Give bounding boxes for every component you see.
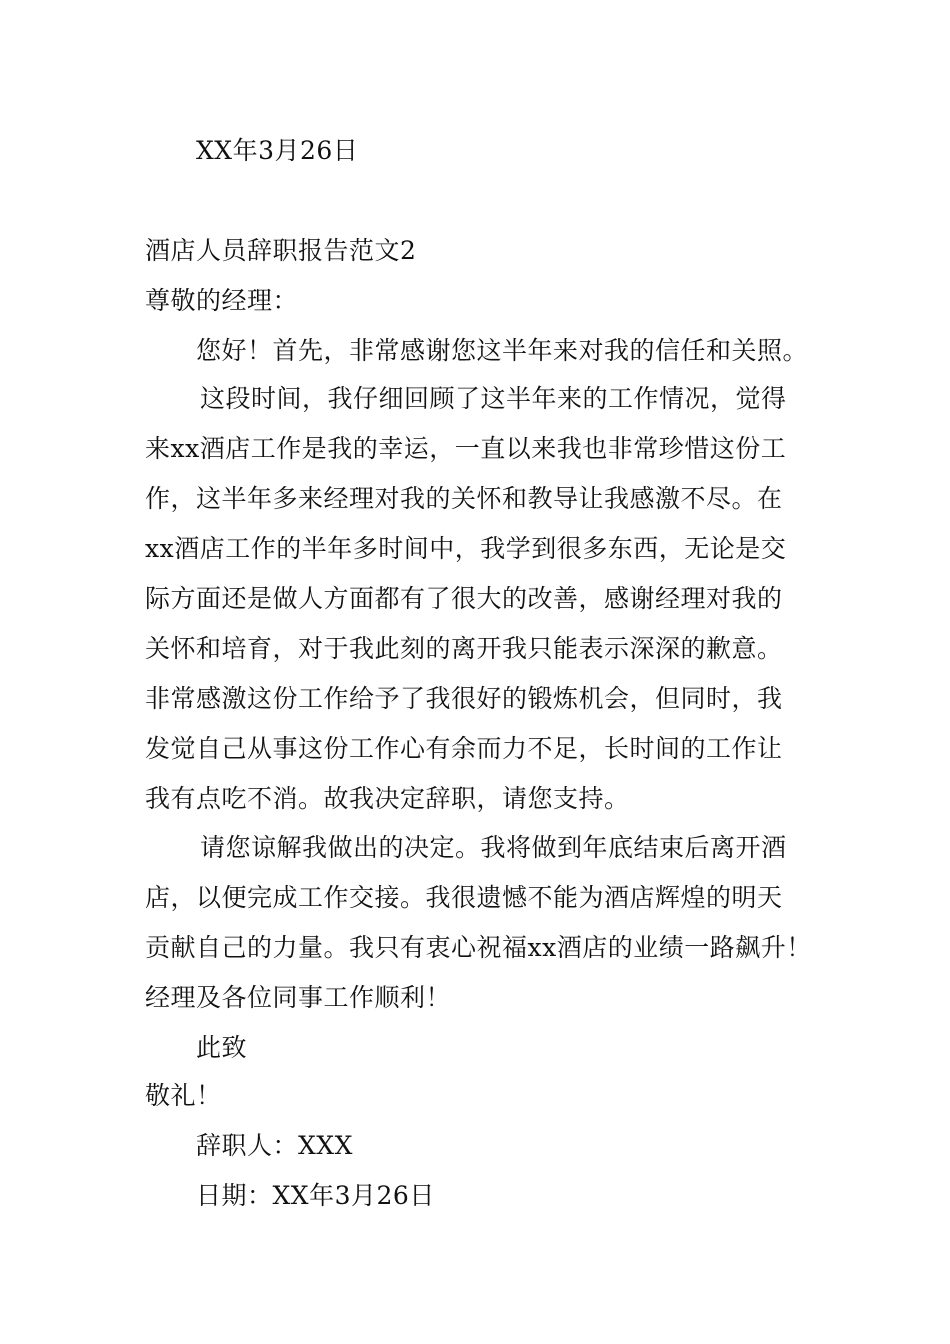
header-date: XX年3月26日 [196, 136, 359, 165]
paragraph-2-line: 际方面还是做人方面都有了很大的改善，感谢经理对我的 [145, 584, 783, 613]
paragraph-3-line: 店，以便完成工作交接。我很遗憾不能为酒店辉煌的明天 [145, 883, 783, 912]
paragraph-2-line: 来xx酒店工作是我的幸运，一直以来我也非常珍惜这份工 [145, 434, 787, 463]
paragraph-2-line: 关怀和培育，对于我此刻的离开我只能表示深深的歉意。 [145, 634, 783, 663]
paragraph-2-line: 发觉自己从事这份工作心有余而力不足，长时间的工作让 [145, 734, 783, 763]
signature: 辞职人：XXX [196, 1131, 353, 1160]
letter-title: 酒店人员辞职报告范文2 [145, 236, 417, 265]
paragraph-2-line: 非常感激这份工作给予了我很好的锻炼机会，但同时，我 [145, 684, 783, 713]
paragraph-2-line: 作，这半年多来经理对我的关怀和教导让我感激不尽。在 [145, 484, 783, 513]
closing-jing-li: 敬礼！ [145, 1081, 222, 1110]
paragraph-2-line: 我有点吃不消。故我决定辞职，请您支持。 [145, 784, 630, 813]
signed-date: 日期：XX年3月26日 [196, 1181, 435, 1210]
salutation: 尊敬的经理： [145, 286, 299, 315]
paragraph-2-line: xx酒店工作的半年多时间中，我学到很多东西，无论是交 [145, 534, 787, 563]
paragraph-3-line: 贡献自己的力量。我只有衷心祝福xx酒店的业绩一路飙升！ [145, 933, 812, 962]
paragraph-1: 您好！首先，非常感谢您这半年来对我的信任和关照。 [196, 336, 809, 365]
closing-ci-zhi: 此致 [196, 1033, 248, 1062]
paragraph-3-line: 经理及各位同事工作顺利！ [145, 983, 452, 1012]
paragraph-3-line: 请您谅解我做出的决定。我将做到年底结束后离开酒 [200, 833, 787, 862]
paragraph-2-line: 这段时间，我仔细回顾了这半年来的工作情况，觉得 [200, 384, 787, 413]
